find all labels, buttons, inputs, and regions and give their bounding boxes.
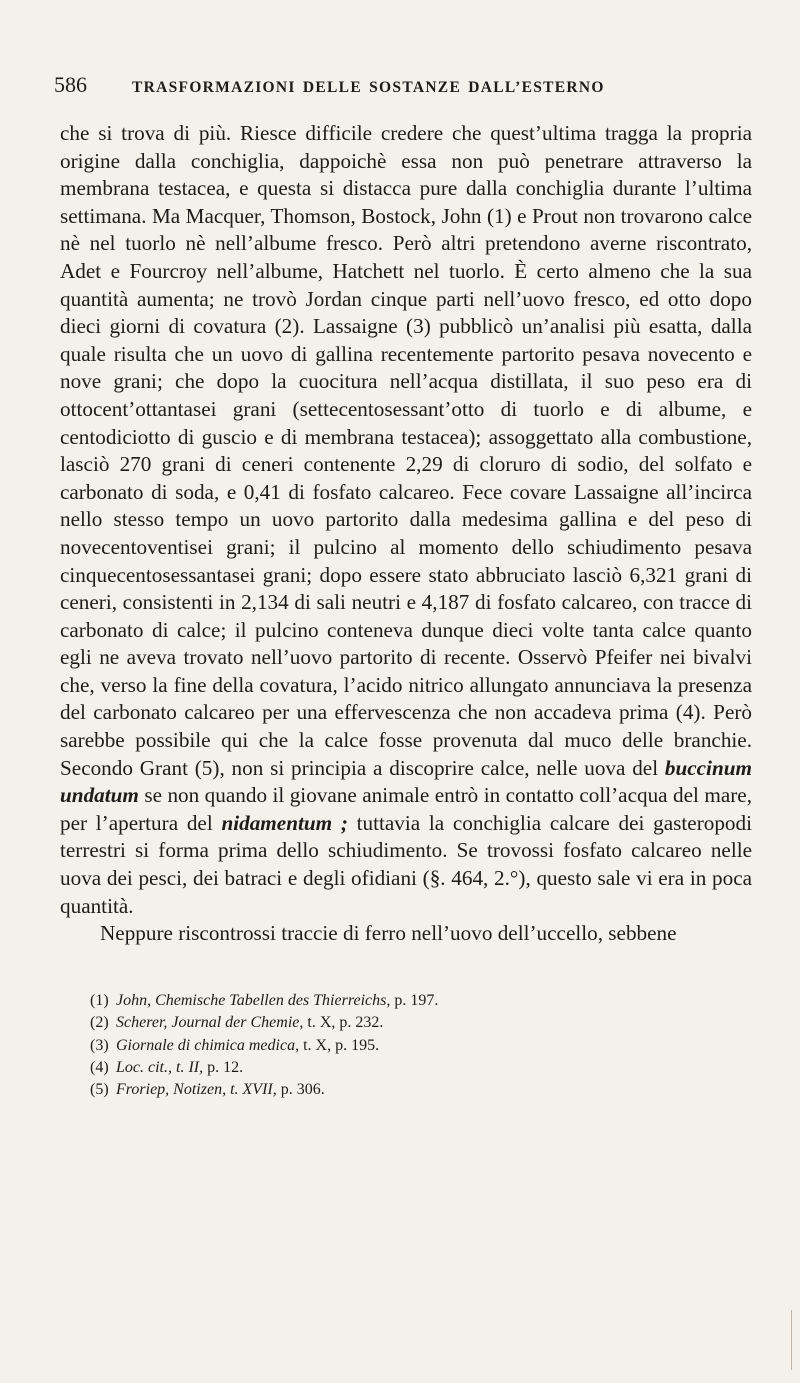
footnote-number: (2): [90, 1014, 109, 1032]
running-head: [54, 72, 752, 106]
body-text: [60, 120, 752, 948]
paragraph-text: che si trova di più. Riesce difficile credere che quest’ultima tragga la propria origine dalla conchiglia, dappoichè essa non può penetrare attraverso la membrana testacea, e questa si distacca pure dalla conchiglia durante l’ultima settimana. Ma Macquer, Thomson, Bostock, John (1) e Prout non trovarono calce nè nel tuorlo nè nell’albume fresco. Però altri pretendono averne riscontrato, Adet e Fourcroy nell’albume, Hatchett nel tuorlo. È certo almeno che la sua quantità aumenta; ne trovò Jordan cinque parti nell’uovo fresco, ed otto dopo dieci giorni di covatura (2). Lassaigne (3) pubblicò un’analisi più esatta, dalla quale risulta che un uovo di gallina recentemente partorito pesava novecento e nove grani; che dopo la cuocitura nell’acqua distillata, il suo peso era di ottocent’ottantasei grani (settecentosessant’otto di tuorlo e di albume, e centodiciotto di guscio e di membrana testacea); assoggettato alla combustione, lasciò 270 grani di ceneri contenente 2,29 di cloruro di sodio, del solfato e carbonato di soda, e 0,41 di fosfato calcareo. Fece covare Lassaigne all’incirca nello stesso tempo un uovo partorito dalla medesima gallina e del peso di novecentoventisei grani; il pulcino al momento dello schiudimento pesava cinquecentosessantasei grani; dopo essere stato abbruciato lasciò 6,321 grani di ceneri, consistenti in 2,134 di sali neutri e 4,187 di fosfato calcareo, con tracce di carbonato di calce; il pulcino conteneva dunque dieci volte tanta calce quanto egli ne aveva trovato nell’uovo partorito di recente. Osservò Pfeifer nei bivalvi che, verso la fine della covatura, l’acido nitrico allungato annunciava la presenza del carbonato calcareo per una effervescenza che non accadeva prima (4). Però sarebbe possibile qui che la calce fosse provenuta dal muco delle branchie. Secondo Grant (5), non si principia a discoprire calce, nelle uova del: [60, 121, 752, 780]
footnote-source: Loc. cit., t. II,: [116, 1059, 204, 1077]
footnote: [90, 990, 752, 1012]
paragraph: Neppure riscontrossi traccie di ferro nell’uovo dell’uccello, sebbene: [100, 921, 677, 946]
footnote-source: John, Chemische Tabellen des Thierreichs,: [116, 991, 391, 1009]
footnote: [90, 1035, 752, 1057]
footnotes: [60, 990, 752, 1102]
footnote-number: (1): [90, 991, 109, 1009]
footnote-page: t. X, p. 232.: [303, 1014, 384, 1032]
footnote: [90, 1057, 752, 1079]
page-number: 586: [54, 72, 87, 97]
footnote-page: p. 12.: [203, 1059, 244, 1077]
page-edge-mark: [791, 1310, 792, 1370]
footnote-page: p. 306.: [276, 1081, 325, 1099]
italic-term: buccinum undatum: [60, 755, 752, 808]
paragraph: [60, 120, 752, 920]
footnote-page: t. X, p. 195.: [299, 1036, 380, 1054]
italic-term: nidamentum ;: [221, 810, 348, 835]
footnote: [90, 1079, 752, 1101]
footnote: [90, 1012, 752, 1034]
footnote-source: Scherer, Journal der Chemie,: [116, 1014, 304, 1032]
footnote-number: (3): [90, 1036, 109, 1054]
paragraph-text: tuttavia la conchiglia calcare dei gasteropodi terrestri si forma prima dello schiudimento. Se trovossi fosfato calcareo nelle uova dei pesci, dei batraci e degli ofidiani (§. 464, 2.°), questo sale vi era in poca quantità.: [60, 810, 753, 918]
footnote-page: p. 197.: [390, 991, 439, 1009]
footnote-source: Giornale di chimica medica,: [116, 1036, 300, 1054]
footnote-number: (5): [90, 1081, 109, 1099]
running-title: TRASFORMAZIONI DELLE SOSTANZE DALL’ESTERNO: [132, 79, 605, 96]
footnote-source: Froriep, Notizen, t. XVII,: [116, 1081, 277, 1099]
footnote-number: (4): [90, 1059, 109, 1077]
paragraph-text: se non quando il giovane animale entrò in contatto coll’acqua del mare, per l’apertura del: [60, 783, 752, 835]
